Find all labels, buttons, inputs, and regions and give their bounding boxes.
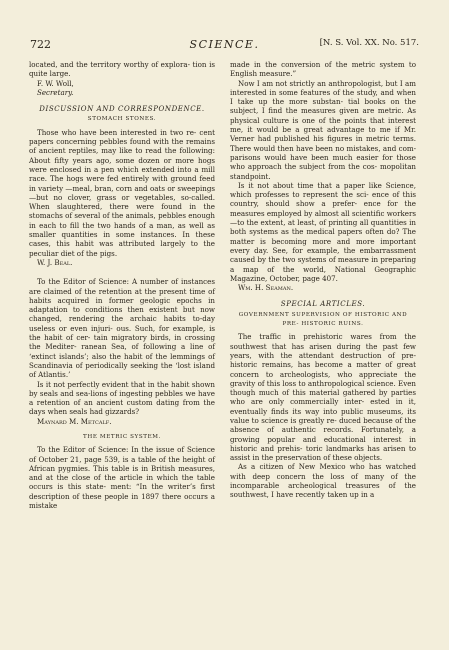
paragraph: Is it not about time that a paper like Science, which professes to represent the sci- ence of this country, should show a prefer- ence for the measures employed by almost all scientific workers—to the extent, at least, of printing all quantities in both systems as the medical papers often do? The matter is becoming more and more important every day. See, for example, the embarrassment caused by the two systems of measure in preparing a map of the world, National Geographic Magazine, October, page 407. (230, 180, 416, 283)
paragraph: made in the conversion of the metric system to English measure.” (230, 60, 416, 79)
paragraph: Now I am not strictly an anthropologist, but I am interested in some features of the study, and when I take up the more substan- tial books on the subject, I find the measures given are metric. As physical culture is one of the points that interest me, it would be a great advantage to me if Mr. Verner had published his figures in metric terms. There would then have been no mistakes, and com- parisons would have been much easier for those who approach the subject from the cos- mopolitan standpoint. (230, 78, 416, 181)
section-heading: SPECIAL ARTICLES. (280, 300, 366, 309)
journal-title: SCIENCE. (189, 38, 260, 51)
paragraph: Those who have been interested in two re- cent papers concerning pebbles found with the remains of ancient reptiles, may like to read the following: About fifty years ago, some dozen or more hogs were enclosed in a pen which extended into a mill race. The hogs were fed entirely with ground feed in variety —meal, bran, corn and oats or sweepings—but no clover, grass or vegetables, so-called. When slaughtered, there were found in the stomachs of several of the animals, pebbles enough in each to fill the two hands of a man, as well as smaller quantities in some instances. In these cases, this habit was attributed largely to the peculiar diet of the pigs. (29, 127, 215, 258)
right-column (230, 60, 416, 500)
signature-title: Secretary. (37, 87, 74, 97)
paragraph: To the Editor of Science: A number of instances are claimed of the retention at the present time of habits acquired in former geologic epochs in adaptation to conditions then existent but now changed, rendering the archaic habits to-day useless or even injuri- ous. Such, for example, is the habit of cer- tain migratory birds, in crossing the Mediter- ranean Sea, of following a line of ‘extinct islands’; also the habit of the lemmings of Scandinavia of periodically seeking the ‘lost island of Atlantis.’ (29, 277, 215, 380)
paragraph: The traffic in prehistoric wares from the southwest that has arisen during the past few years, with the attendant destruction of pre- historic remains, has become a matter of great concern to archeologists, who appreciate the gravity of this loss to anthropological science. Even though much of this material gathered by parties who are only commercially inter- ested in it, eventually finds its way into public museums, its value to science is greatly re- duced because of the absence of authentic records. Fortunately, a growing popular and educational interest in historic and prehis- toric landmarks has arisen to assist in the preservation of these objects. (230, 332, 416, 463)
signature: W. J. Beal. (37, 257, 73, 267)
page-number: 722 (30, 38, 51, 51)
signature: Wm. H. Seaman. (238, 283, 294, 293)
paragraph: Is it not perfectly evident that in the habit shown by seals and sea-lions of ingesting pebbles we have a retention of an ancient custom dating from the days when seals had gizzards? (29, 379, 215, 417)
paragraph: To the Editor of Science: In the issue of Science of October 21, page 539, is a table of the height of African pygmies. This table is in British measures, and at the close of the article in which the table occurs is this state- ment: “In the writer’s first description of these people in 1897 there occurs a mistake (29, 445, 215, 511)
article-subheading: STOMACH STONES. (87, 116, 157, 123)
volume-info: [N. S. Vol. XX. No. 517. (319, 38, 419, 48)
section-heading: DISCUSSION AND CORRESPONDENCE. (39, 105, 205, 114)
paragraph: As a citizen of New Mexico who has watched with deep concern the loss of many of the incomparable archeological treasures of the southwest, I have recently taken up in a (230, 462, 416, 500)
article-subheading: THE METRIC SYSTEM. (83, 433, 161, 440)
paragraph: located, and the territory worthy of explora- tion is quite large. (29, 60, 215, 79)
left-column (29, 60, 215, 510)
running-header (30, 38, 419, 52)
signature: F. W. Woll, (37, 78, 74, 88)
article-subheading: GOVERNMENT SUPERVISION OF HISTORIC AND PRE- HISTORIC RUINS. (238, 311, 408, 328)
signature: Maynard M. Metcalf. (37, 416, 112, 426)
